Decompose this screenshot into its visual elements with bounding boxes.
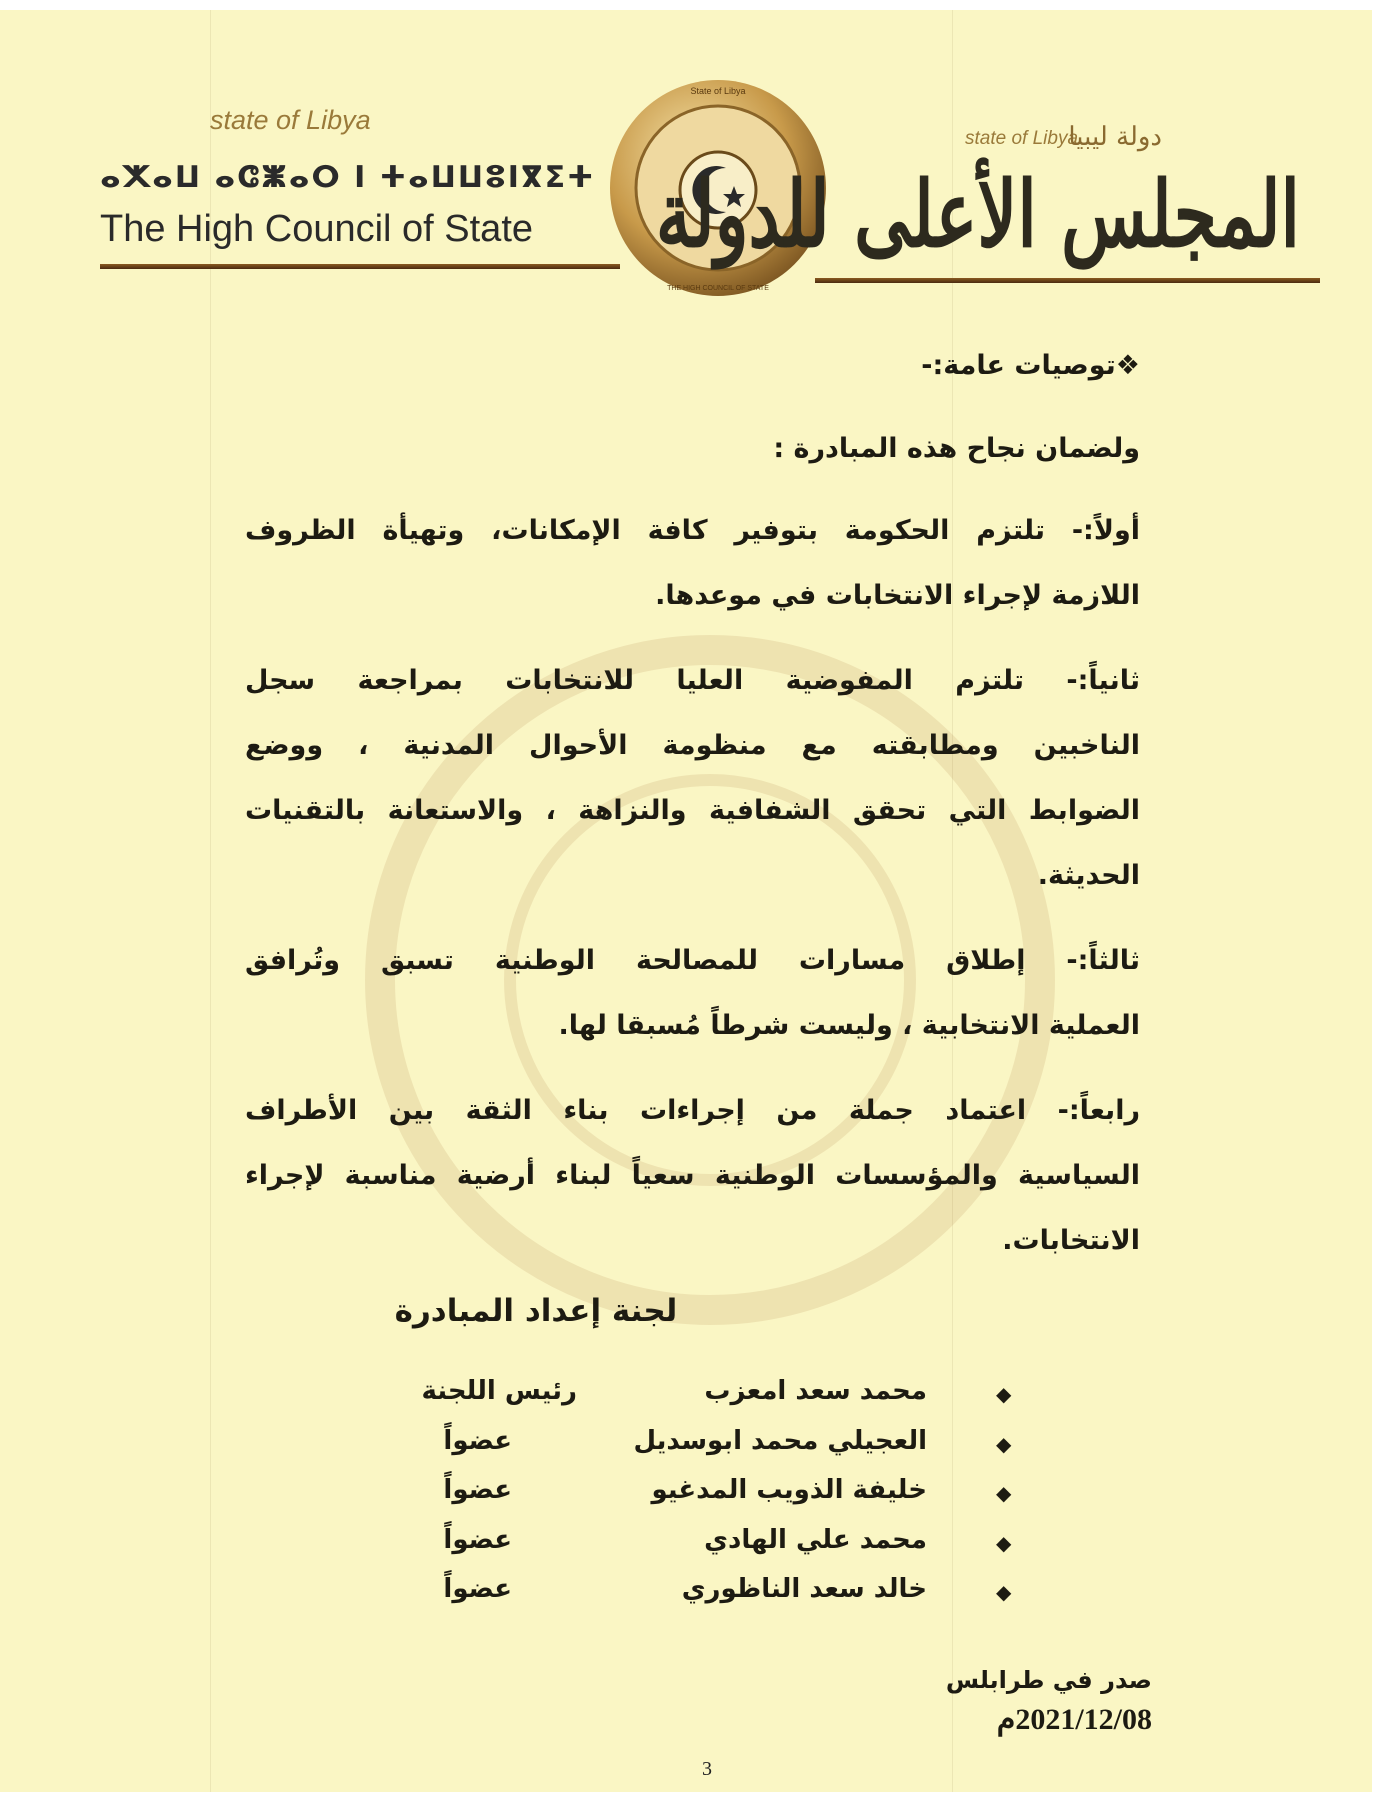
- issued-place: صدر في طرابلس: [945, 1666, 1152, 1694]
- diamond-bullet-icon: ◆: [996, 1481, 1012, 1505]
- member-role: عضواً: [443, 1475, 512, 1505]
- paragraph-line: اللازمة لإجراء الانتخابات في موعدها.: [655, 580, 1140, 611]
- member-role: عضواً: [443, 1574, 512, 1604]
- intro-line: ولضمان نجاح هذه المبادرة :: [773, 433, 1140, 464]
- paragraph-line: ثانياً:- تلتزم المفوضية العليا للانتخابات بمراجعة سجل: [245, 665, 1140, 696]
- member-name: محمد علي الهادي: [704, 1525, 927, 1555]
- diamond-bullet-icon: ◆: [996, 1580, 1012, 1604]
- paragraph-line: ثالثاً:- إطلاق مسارات للمصالحة الوطنية تسبق وتُرافق: [245, 945, 1140, 976]
- paragraph-line: الضوابط التي تحقق الشفافية والنزاهة ، والاستعانة بالتقنيات: [245, 795, 1140, 826]
- diamond-bullet-icon: ◆: [996, 1382, 1012, 1406]
- recommendations-body: [245, 10, 1140, 1310]
- seal-text: THE HIGH COUNCIL OF STATE: [667, 285, 769, 292]
- member-name: محمد سعد امعزب: [704, 1376, 927, 1406]
- page-number: 3: [702, 1758, 712, 1780]
- member-role: رئيس اللجنة: [421, 1376, 577, 1406]
- paragraph-line: الانتخابات.: [1002, 1225, 1140, 1256]
- seal-text: State of Libya: [690, 86, 746, 96]
- member-name: خليفة الذويب المدغيو: [651, 1475, 927, 1505]
- paragraph-line: أولاً:- تلتزم الحكومة بتوفير كافة الإمكانات، وتهيأة الظروف: [245, 515, 1140, 546]
- committee-title: لجنة إعداد المبادرة: [394, 1293, 678, 1329]
- right-state-of-libya: state of Libya: [965, 128, 1079, 149]
- paragraph-line: رابعاً:- اعتماد جملة من إجراءات بناء الثقة بين الأطراف: [245, 1095, 1140, 1126]
- member-name: خالد سعد الناظوري: [681, 1574, 927, 1604]
- dawlat-libya-ar: دولة ليبيا: [1068, 122, 1162, 152]
- left-state-of-libya: state of Libya: [210, 105, 371, 135]
- high-council-of-state-ar: المجلس الأعلى للدولة: [655, 160, 1300, 268]
- paragraph-line: الناخبين ومطابقته مع منظومة الأحوال المدنية ، ووضع: [245, 730, 1140, 761]
- issue-date: 2021/12/08م: [996, 1703, 1152, 1736]
- diamond-bullet-icon: ◆: [996, 1432, 1012, 1456]
- member-role: عضواً: [443, 1426, 512, 1456]
- member-role: عضواً: [443, 1525, 512, 1555]
- section-heading: ❖توصيات عامة:-: [921, 350, 1140, 381]
- high-council-of-state-en: The High Council of State: [100, 208, 534, 250]
- paper-fold-line: [210, 10, 211, 1792]
- member-name: العجيلي محمد ابوسديل: [633, 1426, 927, 1456]
- diamond-bullet-icon: ◆: [996, 1531, 1012, 1555]
- paragraph-line: العملية الانتخابية ، وليست شرطاً مُسبقا لها.: [558, 1010, 1140, 1041]
- tifinagh-council-name: ⴰⵅⴰⵡ ⴰⵛⵥⴰⵔ ⵏ ⵜⴰⵡⵡⵓⵏⴳⵉⵜ: [100, 160, 596, 195]
- paragraph-line: السياسية والمؤسسات الوطنية سعياً لبناء أرضية مناسبة لإجراء: [245, 1160, 1140, 1191]
- paragraph-line: الحديثة.: [1037, 860, 1140, 891]
- document-page: [0, 10, 1372, 1792]
